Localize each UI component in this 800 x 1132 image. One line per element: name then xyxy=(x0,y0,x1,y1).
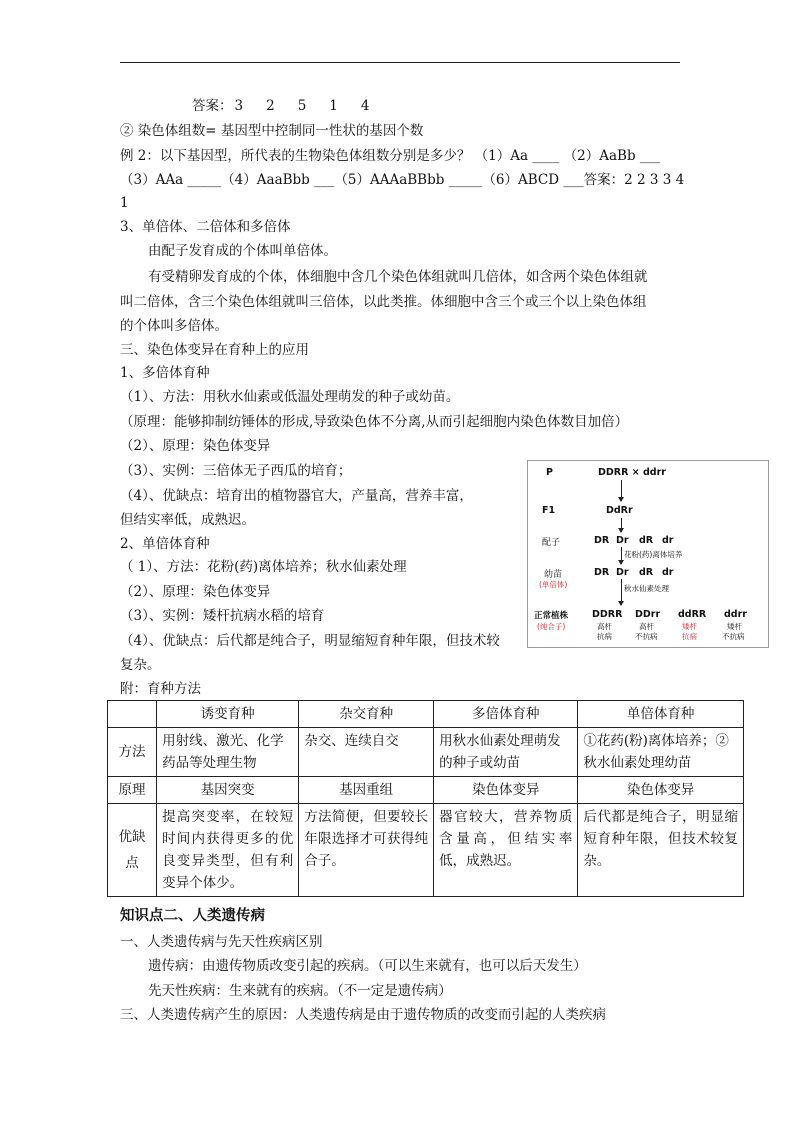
row-label: 优缺点 xyxy=(108,804,157,897)
table-cell: 染色体变异 xyxy=(578,777,744,804)
plant-trait: 抗病 xyxy=(682,632,697,641)
table-header-cell xyxy=(108,701,157,728)
knowledge-point-heading: 知识点二、人类遗传病 xyxy=(120,908,265,924)
arrow-down-icon xyxy=(621,579,622,605)
section-heading: 一、人类遗传病与先天性疾病区别 xyxy=(120,934,323,950)
plant-genotype: ddRR xyxy=(678,609,707,620)
text-line: 但结实率低，成熟迟。 xyxy=(120,512,255,528)
plant-trait: 矮杆 xyxy=(682,622,697,631)
plant-trait: 高杆 xyxy=(597,622,612,631)
table-header-cell: 杂交育种 xyxy=(299,701,434,728)
table-cell: 器官较大，营养物质含量高，但结实率低，成熟迟。 xyxy=(434,804,578,897)
step-label: 秋水仙素处理 xyxy=(624,584,669,593)
table-cell: 杂交、连续自交 xyxy=(299,728,434,777)
text-line: 复杂。 xyxy=(120,657,161,673)
example-line: 1 xyxy=(120,195,129,211)
plant-trait: 不抗病 xyxy=(635,632,658,641)
f1-value: DdRr xyxy=(606,505,633,516)
example-line: 例 2：以下基因型，所代表的生物染色体组数分别是多少？ （1）Aa ____ （2）AaBb ___ xyxy=(120,148,661,164)
section-heading: 3、单倍体、二倍体和多倍体 xyxy=(120,219,291,235)
plant-trait: 不抗病 xyxy=(722,632,745,641)
seedling-sub: (单倍体) xyxy=(539,580,568,589)
table-cell: 方法简便，但要较长年限选择才可获得纯合子。 xyxy=(299,804,434,897)
subsection-heading: 1、多倍体育种 xyxy=(120,365,210,381)
answer-line-1 xyxy=(192,97,392,115)
seedling: dR xyxy=(639,567,654,578)
step-label: 花粉(药)离体培养 xyxy=(624,550,683,559)
section-heading: 三、人类遗传病产生的原因：人类遗传病是由于遗传物质的改变而引起的人类疾病 xyxy=(120,1007,606,1023)
arrow-down-icon xyxy=(621,518,622,532)
gamete-label: 配子 xyxy=(542,538,561,548)
table-cell: 后代都是纯合子，明显缩短育种年限，但技术较复杂。 xyxy=(578,804,744,897)
header-rule xyxy=(120,62,680,63)
paragraph-line: 由配子发育成的个体叫单倍体。 xyxy=(148,243,337,259)
seedling: DR xyxy=(594,567,610,578)
table-header-cell: 多倍体育种 xyxy=(434,701,578,728)
table-row-pros-cons xyxy=(108,804,744,897)
table-cell: 基因重组 xyxy=(299,777,434,804)
text-line: （2）、原理：染色体变异 xyxy=(120,584,271,600)
f1-label: F1 xyxy=(542,505,556,516)
table-row-method xyxy=(108,728,744,777)
arrow-down-icon xyxy=(621,547,622,564)
table-cell: 用秋水仙素处理萌发的种子或幼苗 xyxy=(434,728,578,777)
row-label: 原理 xyxy=(108,777,157,804)
text-line: （3）、实例：三倍体无子西瓜的培育； xyxy=(120,463,352,479)
text-line: 遗传病：由遗传物质改变引起的疾病。（可以生来就有，也可以后天发生） xyxy=(148,958,587,974)
answer-value: 2 xyxy=(266,98,275,114)
text-line: （1）、方法：用秋水仙素或低温处理萌发的种子或幼苗。 xyxy=(120,389,460,405)
seedling-label: 幼苗 xyxy=(544,570,563,580)
table-cell: 染色体变异 xyxy=(434,777,578,804)
text-line: ② 染色体组数= 基因型中控制同一性状的基因个数 xyxy=(120,123,424,139)
answer-label: 答案： xyxy=(192,98,233,114)
text-line: （原理：能够抑制纺锤体的形成,导致染色体不分离,从而引起细胞内染色体数目加倍） xyxy=(120,414,629,430)
table-cell: 提高突变率，在较短时间内获得更多的优良变异类型，但有利变异个体少。 xyxy=(157,804,299,897)
gamete: DR xyxy=(594,535,610,546)
seedling: dr xyxy=(662,567,674,578)
paragraph-line: 叫二倍体，含三个染色体组就叫三倍体，以此类推。体细胞中含三个或三个以上染色体组 xyxy=(120,294,647,310)
plant-trait: 矮杆 xyxy=(727,622,742,631)
paragraph-line: 的个体叫多倍体。 xyxy=(120,318,228,334)
plant-trait: 抗病 xyxy=(597,632,612,641)
paragraph-line: 有受精卵发育成的个体，体细胞中含几个染色体组就叫几倍体，如含两个染色体组就 xyxy=(148,269,648,285)
haploid-breeding-diagram xyxy=(527,460,769,648)
p-cross: DDRR × ddrr xyxy=(598,467,666,478)
table-caption: 附：育种方法 xyxy=(120,681,201,697)
table-cell: 基因突变 xyxy=(157,777,299,804)
example-line: （3）AAa _____（4）AaaBbb ___（5）AAAaBBbb _____（6）ABCD ___答案：2 2 3 3 4 xyxy=(120,172,685,188)
table-header-cell: 诱变育种 xyxy=(157,701,299,728)
text-line: （ 1）、方法：花粉(药)离体培养；秋水仙素处理 xyxy=(120,559,407,575)
text-line: （4）、优缺点：培育出的植物器官大，产量高，营养丰富， xyxy=(120,488,473,504)
table-cell: ①花药(粉)离体培养；②秋水仙素处理幼苗 xyxy=(578,728,744,777)
text-line: （4）、优缺点：后代都是纯合子，明显缩短育种年限，但技术较 xyxy=(120,633,500,649)
normal-plant-sub: (纯合子) xyxy=(537,622,566,631)
row-label: 方法 xyxy=(108,728,157,777)
breeding-methods-table xyxy=(107,700,744,897)
table-header-cell: 单倍体育种 xyxy=(578,701,744,728)
text-line: （3）、实例：矮杆抗病水稻的培育 xyxy=(120,608,325,624)
gamete: dR xyxy=(639,535,654,546)
text-line: 先天性疾病：生来就有的疾病。（不一定是遗传病） xyxy=(148,983,452,999)
answer-value: 5 xyxy=(297,98,307,114)
normal-plant-label: 正常植株 xyxy=(534,611,569,621)
plant-trait: 高杆 xyxy=(639,622,654,631)
subsection-heading: 2、单倍体育种 xyxy=(120,536,210,552)
answer-value: 4 xyxy=(360,98,370,114)
gamete: Dr xyxy=(616,535,629,546)
gamete: dr xyxy=(662,535,674,546)
table-header-row xyxy=(108,701,744,728)
plant-genotype: DDrr xyxy=(635,609,661,620)
plant-genotype: ddrr xyxy=(724,609,747,620)
p-label: P xyxy=(546,467,553,478)
text-line: （2）、原理：染色体变异 xyxy=(120,438,271,454)
section-heading: 三、染色体变异在育种上的应用 xyxy=(120,342,309,358)
table-row-principle xyxy=(108,777,744,804)
seedling: Dr xyxy=(616,567,629,578)
plant-genotype: DDRR xyxy=(592,609,623,620)
table-cell: 用射线、激光、化学药品等处理生物 xyxy=(157,728,299,777)
answer-value: 1 xyxy=(329,98,338,114)
answer-value: 3 xyxy=(234,98,244,114)
arrow-down-icon xyxy=(621,480,622,501)
